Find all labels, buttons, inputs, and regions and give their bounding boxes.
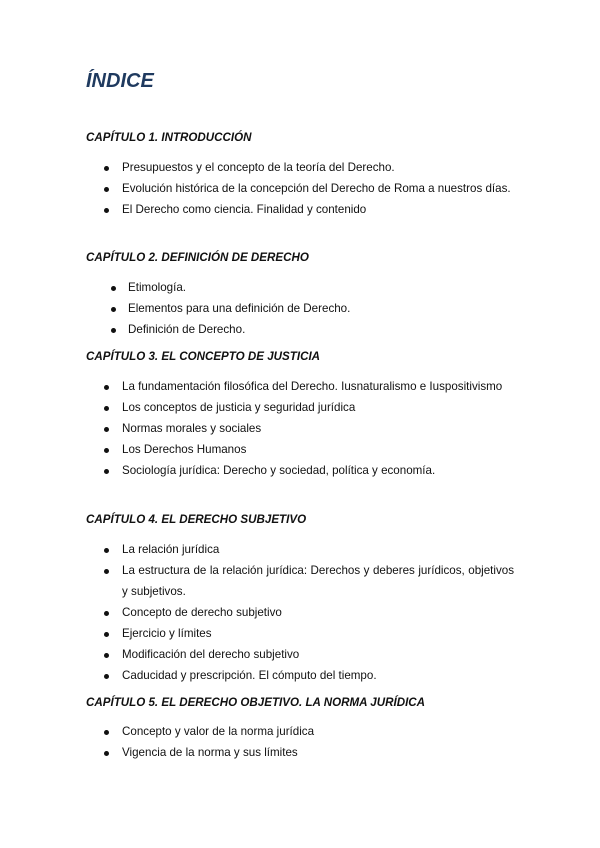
bullet-icon [111, 307, 116, 312]
bullet-icon [104, 653, 109, 658]
chapter-2-heading: CAPÍTULO 2. DEFINICIÓN DE DERECHO [86, 251, 309, 264]
chapter-5-list [0, 721, 514, 763]
list-item: La estructura de la relación jurídica: Derechos y deberes jurídicos, objetivos y subjetivos. [0, 560, 514, 602]
list-item: Concepto de derecho subjetivo [0, 602, 514, 623]
bullet-icon [104, 674, 109, 679]
bullet-icon [111, 328, 116, 333]
list-item: El Derecho como ciencia. Finalidad y contenido [0, 199, 514, 220]
bullet-icon [104, 632, 109, 637]
chapter-3-heading: CAPÍTULO 3. EL CONCEPTO DE JUSTICIA [86, 350, 321, 363]
bullet-icon [104, 166, 109, 171]
bullet-icon [104, 751, 109, 756]
list-item: Sociología jurídica: Derecho y sociedad, política y economía. [0, 460, 514, 481]
list-item: Ejercicio y límites [0, 623, 514, 644]
bullet-icon [111, 286, 116, 291]
bullet-icon [104, 208, 109, 213]
bullet-icon [104, 569, 109, 574]
bullet-icon [104, 427, 109, 432]
bullet-icon [104, 548, 109, 553]
bullet-icon [104, 611, 109, 616]
list-item: Elementos para una definición de Derecho. [0, 298, 514, 319]
bullet-icon [104, 187, 109, 192]
list-item: La fundamentación filosófica del Derecho. Iusnaturalismo e Iuspositivismo [0, 376, 514, 397]
bullet-icon [104, 448, 109, 453]
list-item: Evolución histórica de la concepción del Derecho de Roma a nuestros días. [0, 178, 514, 199]
chapter-1-list [0, 157, 514, 220]
list-item: Los conceptos de justicia y seguridad jurídica [0, 397, 514, 418]
chapter-1-heading: CAPÍTULO 1. INTRODUCCIÓN [86, 131, 252, 144]
list-item: Concepto y valor de la norma jurídica [0, 721, 514, 742]
bullet-icon [104, 469, 109, 474]
chapter-2-list [0, 277, 514, 340]
chapter-5-heading: CAPÍTULO 5. EL DERECHO OBJETIVO. LA NORMA JURÍDICA [86, 696, 426, 709]
chapter-4-heading: CAPÍTULO 4. EL DERECHO SUBJETIVO [86, 513, 307, 526]
list-item: Definición de Derecho. [0, 319, 514, 340]
list-item: Etimología. [0, 277, 514, 298]
bullet-icon [104, 730, 109, 735]
index-title: ÍNDICE [86, 70, 154, 92]
list-item: Los Derechos Humanos [0, 439, 514, 460]
bullet-icon [104, 385, 109, 390]
list-item: La relación jurídica [0, 539, 514, 560]
list-item: Normas morales y sociales [0, 418, 514, 439]
list-item: Caducidad y prescripción. El cómputo del tiempo. [0, 665, 514, 686]
chapter-3-list [0, 376, 514, 481]
chapter-4-list [0, 539, 514, 686]
list-item: Presupuestos y el concepto de la teoría del Derecho. [0, 157, 514, 178]
list-item: Vigencia de la norma y sus límites [0, 742, 514, 763]
list-item: Modificación del derecho subjetivo [0, 644, 514, 665]
bullet-icon [104, 406, 109, 411]
